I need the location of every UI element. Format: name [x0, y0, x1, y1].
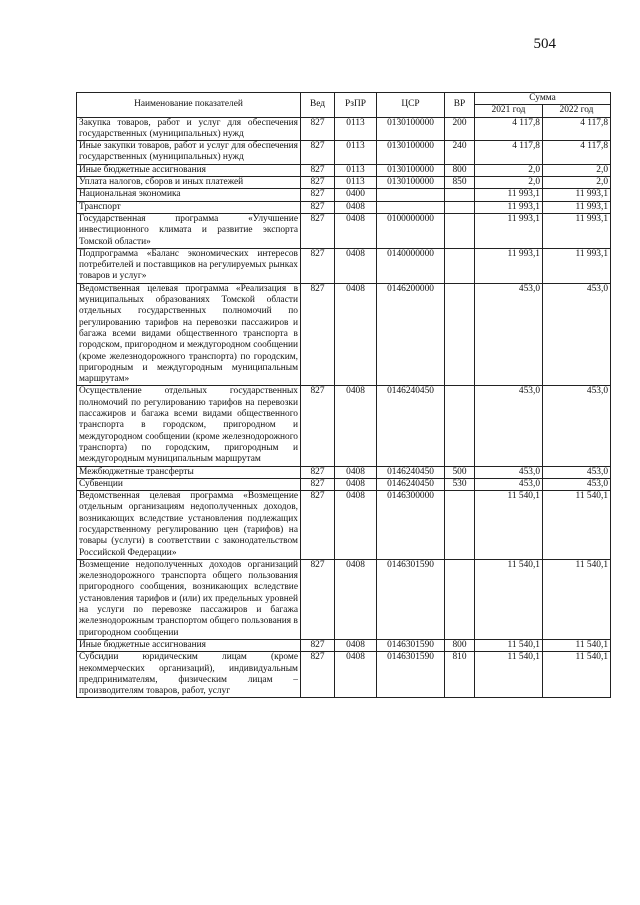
sum-2021-cell: 11 993,1	[475, 248, 543, 283]
sum-2022-cell: 453,0	[543, 386, 611, 466]
sum-2022-cell: 453,0	[543, 283, 611, 386]
name-cell: Межбюджетные трансферты	[77, 466, 301, 478]
table-row	[77, 652, 611, 698]
ved-cell: 827	[301, 141, 335, 165]
header-sum: Сумма	[475, 93, 611, 105]
name-cell: Субсидии юридическим лицам (кроме некоммерческих организаций), индивидуальным предпринимателям, физическим лицам – производителям товаров, работ, услуг	[77, 652, 301, 698]
rzpr-cell: 0408	[335, 201, 377, 213]
ved-cell: 827	[301, 478, 335, 490]
vr-cell	[445, 201, 475, 213]
rzpr-cell: 0408	[335, 652, 377, 698]
sum-2022-cell: 11 993,1	[543, 248, 611, 283]
ved-cell: 827	[301, 466, 335, 478]
table-row	[77, 283, 611, 386]
csr-cell: 0146301590	[377, 639, 445, 651]
sum-2021-cell: 4 117,8	[475, 141, 543, 165]
table-row	[77, 141, 611, 165]
ved-cell: 827	[301, 283, 335, 386]
sum-2021-cell: 2,0	[475, 177, 543, 189]
rzpr-cell: 0400	[335, 189, 377, 201]
table-row	[77, 213, 611, 248]
sum-2022-cell: 4 117,8	[543, 117, 611, 141]
sum-2022-cell: 11 540,1	[543, 491, 611, 560]
header-rzpr: РзПР	[335, 93, 377, 118]
table-row	[77, 164, 611, 176]
table-row	[77, 189, 611, 201]
sum-2021-cell: 11 993,1	[475, 213, 543, 248]
csr-cell: 0146240450	[377, 478, 445, 490]
name-cell: Возмещение недополученных доходов организаций железнодорожного транспорта общего пользования пригородного сообщения, возникающих вследствие установления тарифов и (или) их предельных уровней на услуги по перевозке пассажиров и багажа железнодорожным транспортом общего пользования в пригородном сообщении	[77, 559, 301, 639]
vr-cell: 200	[445, 117, 475, 141]
csr-cell: 0130100000	[377, 177, 445, 189]
sum-2022-cell: 453,0	[543, 466, 611, 478]
ved-cell: 827	[301, 201, 335, 213]
header-year-2022: 2022 год	[543, 105, 611, 117]
ved-cell: 827	[301, 213, 335, 248]
name-cell: Транспорт	[77, 201, 301, 213]
vr-cell: 500	[445, 466, 475, 478]
vr-cell	[445, 559, 475, 639]
sum-2021-cell: 453,0	[475, 478, 543, 490]
sum-2021-cell: 453,0	[475, 386, 543, 466]
sum-2021-cell: 11 540,1	[475, 491, 543, 560]
csr-cell: 0100000000	[377, 213, 445, 248]
page-number: 504	[533, 36, 556, 52]
vr-cell: 530	[445, 478, 475, 490]
ved-cell: 827	[301, 164, 335, 176]
budget-table	[76, 92, 611, 698]
table-row	[77, 491, 611, 560]
vr-cell: 800	[445, 639, 475, 651]
ved-cell: 827	[301, 386, 335, 466]
name-cell: Подпрограмма «Баланс экономических интересов потребителей и поставщиков на регулируемых рынках товаров и услуг»	[77, 248, 301, 283]
rzpr-cell: 0408	[335, 559, 377, 639]
name-cell: Иные бюджетные ассигнования	[77, 639, 301, 651]
name-cell: Иные закупки товаров, работ и услуг для обеспечения государственных (муниципальных) нужд	[77, 141, 301, 165]
vr-cell	[445, 386, 475, 466]
header-csr: ЦСР	[377, 93, 445, 118]
sum-2021-cell: 11 540,1	[475, 652, 543, 698]
name-cell: Субвенции	[77, 478, 301, 490]
rzpr-cell: 0408	[335, 213, 377, 248]
csr-cell: 0146301590	[377, 652, 445, 698]
ved-cell: 827	[301, 652, 335, 698]
sum-2022-cell: 11 993,1	[543, 201, 611, 213]
vr-cell: 240	[445, 141, 475, 165]
rzpr-cell: 0408	[335, 283, 377, 386]
sum-2021-cell: 453,0	[475, 466, 543, 478]
header-year-2021: 2021 год	[475, 105, 543, 117]
table-row	[77, 201, 611, 213]
sum-2022-cell: 2,0	[543, 164, 611, 176]
vr-cell: 810	[445, 652, 475, 698]
sum-2022-cell: 11 540,1	[543, 652, 611, 698]
rzpr-cell: 0113	[335, 141, 377, 165]
sum-2022-cell: 11 993,1	[543, 213, 611, 248]
header-name: Наименование показателей	[77, 93, 301, 118]
rzpr-cell: 0408	[335, 478, 377, 490]
rzpr-cell: 0408	[335, 466, 377, 478]
ved-cell: 827	[301, 559, 335, 639]
name-cell: Ведомственная целевая программа «Возмещение отдельным организациям недополученных доходов, возникающих вследствие установления подлежащих государственному регулированию цен (тарифов) на товары (услуги) в соответствии с законодательством Российской Федерации»	[77, 491, 301, 560]
name-cell: Иные бюджетные ассигнования	[77, 164, 301, 176]
vr-cell: 800	[445, 164, 475, 176]
csr-cell: 0146240450	[377, 386, 445, 466]
table-row	[77, 478, 611, 490]
name-cell: Закупка товаров, работ и услуг для обеспечения государственных (муниципальных) нужд	[77, 117, 301, 141]
ved-cell: 827	[301, 189, 335, 201]
vr-cell	[445, 283, 475, 386]
sum-2022-cell: 453,0	[543, 478, 611, 490]
csr-cell: 0146301590	[377, 559, 445, 639]
table-row	[77, 559, 611, 639]
vr-cell: 850	[445, 177, 475, 189]
sum-2021-cell: 4 117,8	[475, 117, 543, 141]
name-cell: Национальная экономика	[77, 189, 301, 201]
name-cell: Уплата налогов, сборов и иных платежей	[77, 177, 301, 189]
ved-cell: 827	[301, 491, 335, 560]
csr-cell: 0146200000	[377, 283, 445, 386]
rzpr-cell: 0408	[335, 248, 377, 283]
name-cell: Государственная программа «Улучшение инвестиционного климата и развитие экспорта Томской области»	[77, 213, 301, 248]
sum-2021-cell: 2,0	[475, 164, 543, 176]
sum-2022-cell: 11 540,1	[543, 639, 611, 651]
vr-cell	[445, 491, 475, 560]
csr-cell: 0130100000	[377, 141, 445, 165]
ved-cell: 827	[301, 117, 335, 141]
csr-cell: 0146240450	[377, 466, 445, 478]
csr-cell: 0140000000	[377, 248, 445, 283]
rzpr-cell: 0408	[335, 491, 377, 560]
sum-2022-cell: 11 993,1	[543, 189, 611, 201]
sum-2022-cell: 4 117,8	[543, 141, 611, 165]
sum-2021-cell: 11 993,1	[475, 201, 543, 213]
name-cell: Осуществление отдельных государственных полномочий по регулированию тарифов на перевозки пассажиров и багажа всеми видами общественного транспорта в городском, пригородном и междугородном сообщении (кроме железнодорожного транспорта) по городским, пригородным и междугородным муниципальным маршрутам	[77, 386, 301, 466]
header-ved: Вед	[301, 93, 335, 118]
vr-cell	[445, 213, 475, 248]
table-body	[77, 117, 611, 698]
vr-cell	[445, 248, 475, 283]
csr-cell: 0130100000	[377, 117, 445, 141]
sum-2021-cell: 11 540,1	[475, 559, 543, 639]
header-row	[77, 93, 611, 105]
table-row	[77, 117, 611, 141]
csr-cell: 0146300000	[377, 491, 445, 560]
table-row	[77, 466, 611, 478]
ved-cell: 827	[301, 177, 335, 189]
rzpr-cell: 0408	[335, 386, 377, 466]
vr-cell	[445, 189, 475, 201]
table-row	[77, 639, 611, 651]
table-row	[77, 177, 611, 189]
header-vr: ВР	[445, 93, 475, 118]
sum-2022-cell: 11 540,1	[543, 559, 611, 639]
table-row	[77, 386, 611, 466]
table-row	[77, 248, 611, 283]
ved-cell: 827	[301, 639, 335, 651]
name-cell: Ведомственная целевая программа «Реализация в муниципальных образованиях Томской области отдельных государственных полномочий по регулированию тарифов на перевозки пассажиров и багажа всеми видами общественного транспорта в городском, пригородном и междугородном сообщении (кроме железнодорожного транспорта) по городским, пригородным и междугородным муниципальным маршрутам»	[77, 283, 301, 386]
csr-cell	[377, 189, 445, 201]
rzpr-cell: 0113	[335, 177, 377, 189]
sum-2022-cell: 2,0	[543, 177, 611, 189]
sum-2021-cell: 11 993,1	[475, 189, 543, 201]
rzpr-cell: 0408	[335, 639, 377, 651]
ved-cell: 827	[301, 248, 335, 283]
sum-2021-cell: 11 540,1	[475, 639, 543, 651]
csr-cell: 0130100000	[377, 164, 445, 176]
rzpr-cell: 0113	[335, 164, 377, 176]
rzpr-cell: 0113	[335, 117, 377, 141]
csr-cell	[377, 201, 445, 213]
sum-2021-cell: 453,0	[475, 283, 543, 386]
